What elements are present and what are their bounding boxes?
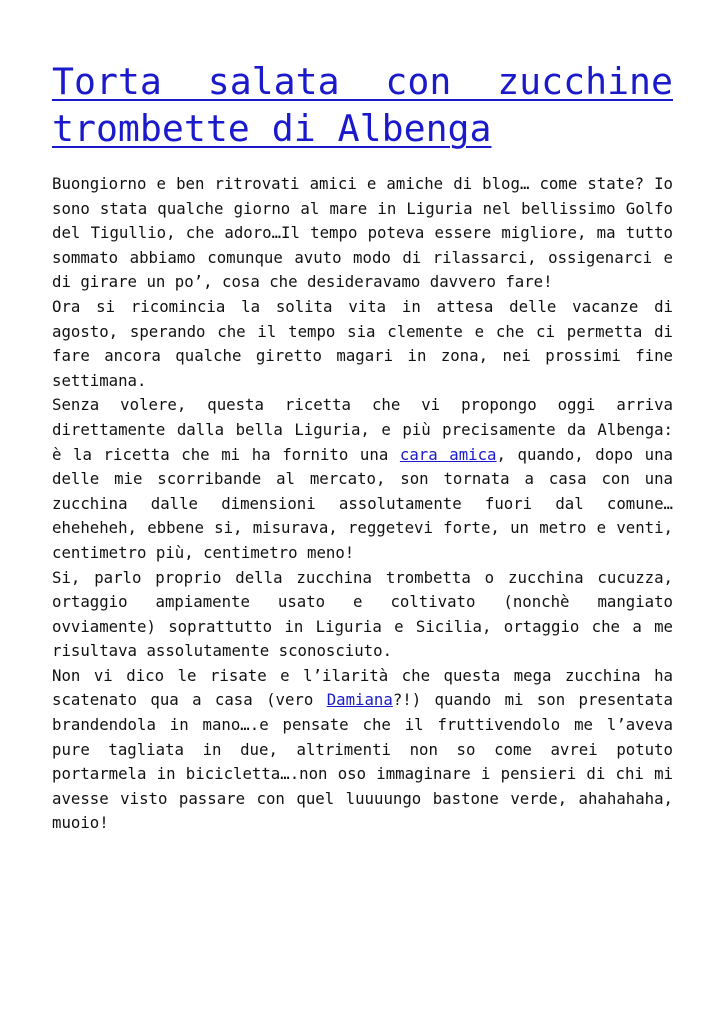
paragraph-laughter bbox=[52, 664, 673, 836]
paragraph-zucchina-trombetta: Si, parlo proprio della zucchina trombetta o zucchina cucuzza, ortaggio ampiamente usato e coltivato (nonchè mangiato ovviamente) soprattutto in Liguria e Sicilia, ortaggio che a me risultava assolutamente sconosciuto. bbox=[52, 567, 673, 661]
paragraph-laughter-text-2: ?!) quando mi son presentata brandendola in mano….e pensate che il fruttivendolo me l’aveva pure tagliata in due, altrimenti non so come avrei potuto portarmela in bicicletta….non oso immaginare i pensieri di chi mi avesse visto passare con quel luuuungo bastone verde, ahahahaha, muoio! bbox=[52, 690, 673, 833]
paragraph-laughter-text-1: Non vi dico le risate e l’ilarità che questa mega zucchina ha scatenato qua a casa (vero bbox=[52, 665, 673, 710]
article-title bbox=[52, 58, 673, 152]
cara-amica-link[interactable]: cara amica bbox=[399, 444, 497, 464]
article bbox=[52, 58, 673, 836]
article-title-link[interactable]: Torta salata con zucchine trombette di Albenga bbox=[52, 60, 673, 150]
damiana-link[interactable]: Damiana bbox=[326, 690, 393, 710]
paragraph-recipe-origin-text-2: , quando, dopo una delle mie scorribande al mercato, son tornata a casa con una zucchina dalle dimensioni assolutamente fuori dal comune…eheheheh, ebbene si, misurava, reggetevi forte, un metro e venti, centimetro più, centimetro meno! bbox=[52, 444, 673, 562]
paragraph-holidays: Ora si ricomincia la solita vita in attesa delle vacanze di agosto, sperando che il tempo sia clemente e che ci permetta di fare ancora qualche giretto magari in zona, nei prossimi fine settimana. bbox=[52, 296, 673, 390]
paragraph-greeting: Buongiorno e ben ritrovati amici e amiche di blog… come state? Io sono stata qualche giorno al mare in Liguria nel bellissimo Golfo del Tigullio, che adoro…Il tempo poteva essere migliore, ma tutto sommato abbiamo comunque avuto modo di rilassarci, ossigenarci e di girare un po’, cosa che desideravamo davvero fare! bbox=[52, 174, 673, 292]
paragraph-recipe-origin bbox=[52, 393, 673, 565]
paragraph-recipe-origin-text-1: Senza volere, questa ricetta che vi propongo oggi arriva direttamente dalla bella Liguria, e più precisamente da Albenga: è la ricetta che mi ha fornito una bbox=[52, 395, 673, 464]
article-body bbox=[52, 172, 673, 836]
